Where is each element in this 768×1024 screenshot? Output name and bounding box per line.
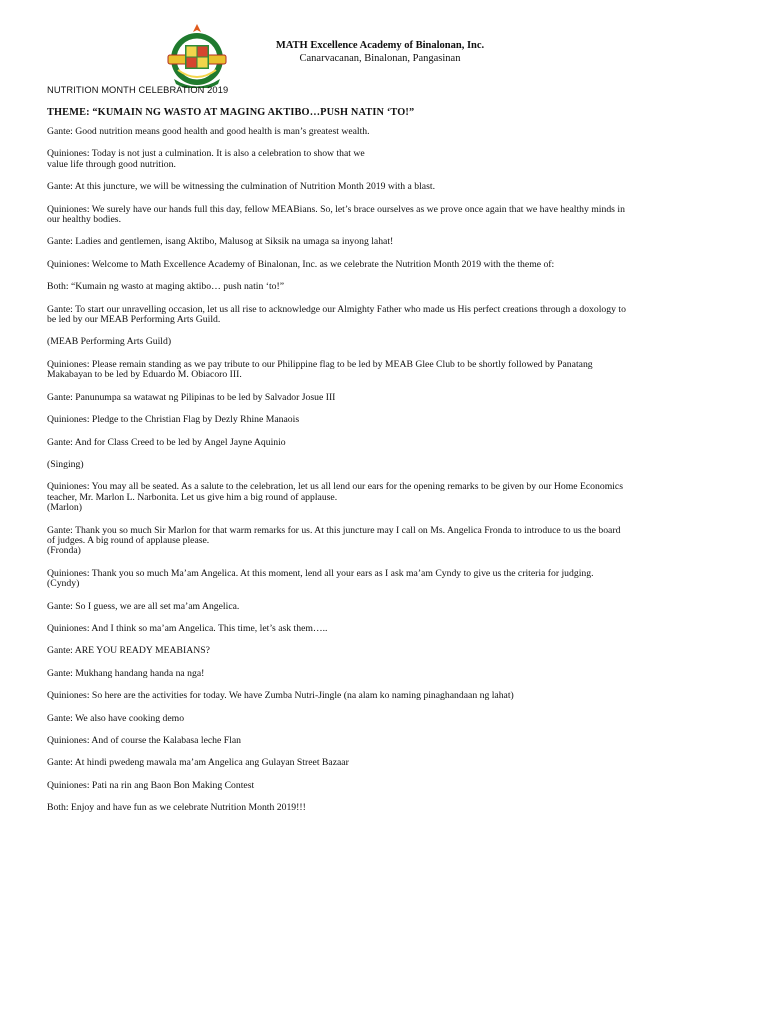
script-line: Both: “Kumain ng wasto at maging aktibo… push natin ‘to!” bbox=[47, 281, 285, 293]
script-line: of judges. A big round of applause please. bbox=[47, 534, 210, 546]
script-paragraph bbox=[47, 393, 727, 403]
script-line: Gante: Good nutrition means good health and good health is man’s greatest wealth. bbox=[47, 126, 370, 137]
script-paragraph bbox=[47, 460, 727, 470]
script-paragraph bbox=[47, 526, 727, 557]
script-paragraph bbox=[47, 149, 727, 170]
script-paragraph bbox=[47, 624, 727, 634]
script-line: Gante: We also have cooking demo bbox=[47, 712, 185, 724]
script-line: Quiniones: You may all be seated. As a salute to the celebration, let us all lend our ears for the opening remarks to be given by our Home Economics bbox=[47, 481, 623, 493]
script-line: Gante: And for Class Creed to be led by Angel Jayne Aquinio bbox=[47, 436, 286, 448]
script-line: Gante: Ladies and gentlemen, isang Aktibo, Malusog at Siksik na umaga sa inyong lahat! bbox=[47, 236, 394, 248]
script-paragraph bbox=[47, 127, 727, 137]
script-line: Quiniones: Thank you so much Ma’am Angelica. At this moment, lend all your ears as I ask ma’am Cyndy to give us the criteria for judging. bbox=[47, 567, 594, 579]
script-line: Quiniones: So here are the activities for today. We have Zumba Nutri-Jingle (na alam ko naming pinaghandaan ng lahat) bbox=[47, 690, 514, 702]
script-line: Quiniones: We surely have our hands full this day, fellow MEABians. So, let’s brace ourselves as we prove once again that we have healthy minds in bbox=[47, 203, 625, 215]
script-line: Quiniones: Today is not just a culmination. It is also a celebration to show that we bbox=[47, 148, 365, 160]
script-paragraph bbox=[47, 691, 727, 701]
script-paragraph bbox=[47, 282, 727, 292]
script-line: teacher, Mr. Marlon L. Narbonita. Let us give him a big round of applause. bbox=[47, 491, 338, 503]
script-line: Quiniones: And of course the Kalabasa leche Flan bbox=[47, 735, 241, 746]
script-line: Quiniones: Pledge to the Christian Flag by Dezly Rhine Manaois bbox=[47, 414, 300, 426]
script-line: Gante: To start our unravelling occasion, let us all rise to acknowledge our Almighty Father who made us His perfect creations through a doxology to bbox=[47, 303, 626, 315]
script-line: Gante: Mukhang handang handa na nga! bbox=[47, 667, 205, 679]
script-line: (MEAB Performing Arts Guild) bbox=[47, 336, 172, 348]
script-paragraph bbox=[47, 646, 727, 656]
script-line: Gante: Thank you so much Sir Marlon for that warm remarks for us. At this juncture may I call on Ms. Angelica Fronda to introduce to us the board bbox=[47, 524, 621, 536]
event-title: NUTRITION MONTH CELEBRATION 2019 bbox=[47, 85, 229, 95]
school-seal-logo bbox=[166, 22, 228, 88]
script-line: Quiniones: Pati na rin ang Baon Bon Making Contest bbox=[47, 779, 255, 791]
script-paragraph bbox=[47, 182, 727, 192]
script-paragraph bbox=[47, 360, 727, 381]
script-line: (Fronda) bbox=[47, 545, 81, 557]
script-paragraph bbox=[47, 237, 727, 247]
script-line: Quiniones: Please remain standing as we pay tribute to our Philippine flag to be led by MEAB Glee Club to be shortly followed by Panatang bbox=[47, 358, 593, 370]
theme-line: THEME: “KUMAIN NG WASTO AT MAGING AKTIBO…PUSH NATIN ‘TO!” bbox=[47, 107, 415, 118]
script-paragraph bbox=[47, 758, 727, 768]
script-line: our healthy bodies. bbox=[47, 214, 121, 226]
script-paragraph bbox=[47, 569, 727, 590]
script-line: be led by our MEAB Performing Arts Guild. bbox=[47, 314, 221, 326]
script-paragraph bbox=[47, 305, 727, 326]
script-line: Both: Enjoy and have fun as we celebrate Nutrition Month 2019!!! bbox=[47, 802, 306, 814]
script-paragraph bbox=[47, 781, 727, 791]
script-paragraph bbox=[47, 205, 727, 226]
script-line: (Singing) bbox=[47, 458, 84, 470]
script-paragraph bbox=[47, 714, 727, 724]
school-address: Canarvacanan, Binalonan, Pangasinan bbox=[299, 53, 461, 64]
school-name: MATH Excellence Academy of Binalonan, Inc. bbox=[275, 40, 485, 51]
script-line: Quiniones: Welcome to Math Excellence Academy of Binalonan, Inc. as we celebrate the Nutrition Month 2019 with the theme of: bbox=[47, 258, 555, 270]
script-paragraph bbox=[47, 669, 727, 679]
script-line: Gante: At hindi pwedeng mawala ma’am Angelica ang Gulayan Street Bazaar bbox=[47, 757, 349, 769]
script-paragraph bbox=[47, 736, 727, 746]
script-line: Gante: So I guess, we are all set ma’am Angelica. bbox=[47, 600, 240, 612]
script-paragraph bbox=[47, 260, 727, 270]
program-script bbox=[47, 127, 727, 826]
script-paragraph bbox=[47, 602, 727, 612]
script-paragraph bbox=[47, 415, 727, 425]
script-line: (Cyndy) bbox=[47, 578, 80, 590]
script-paragraph bbox=[47, 803, 727, 813]
script-line: Gante: At this juncture, we will be witnessing the culmination of Nutrition Month 2019 with a blast. bbox=[47, 181, 435, 193]
script-line: Quiniones: And I think so ma’am Angelica. This time, let’s ask them….. bbox=[47, 622, 328, 634]
script-paragraph bbox=[47, 482, 727, 513]
document-header bbox=[240, 39, 520, 65]
script-line: Makabayan to be led by Eduardo M. Obiacoro III. bbox=[47, 369, 242, 381]
script-paragraph bbox=[47, 438, 727, 448]
script-line: value life through good nutrition. bbox=[47, 158, 176, 170]
script-line: Gante: Panunumpa sa watawat ng Pilipinas to be led by Salvador Josue III bbox=[47, 391, 336, 403]
script-line: (Marlon) bbox=[47, 502, 82, 514]
script-line: Gante: ARE YOU READY MEABIANS? bbox=[47, 645, 210, 657]
script-paragraph bbox=[47, 337, 727, 347]
